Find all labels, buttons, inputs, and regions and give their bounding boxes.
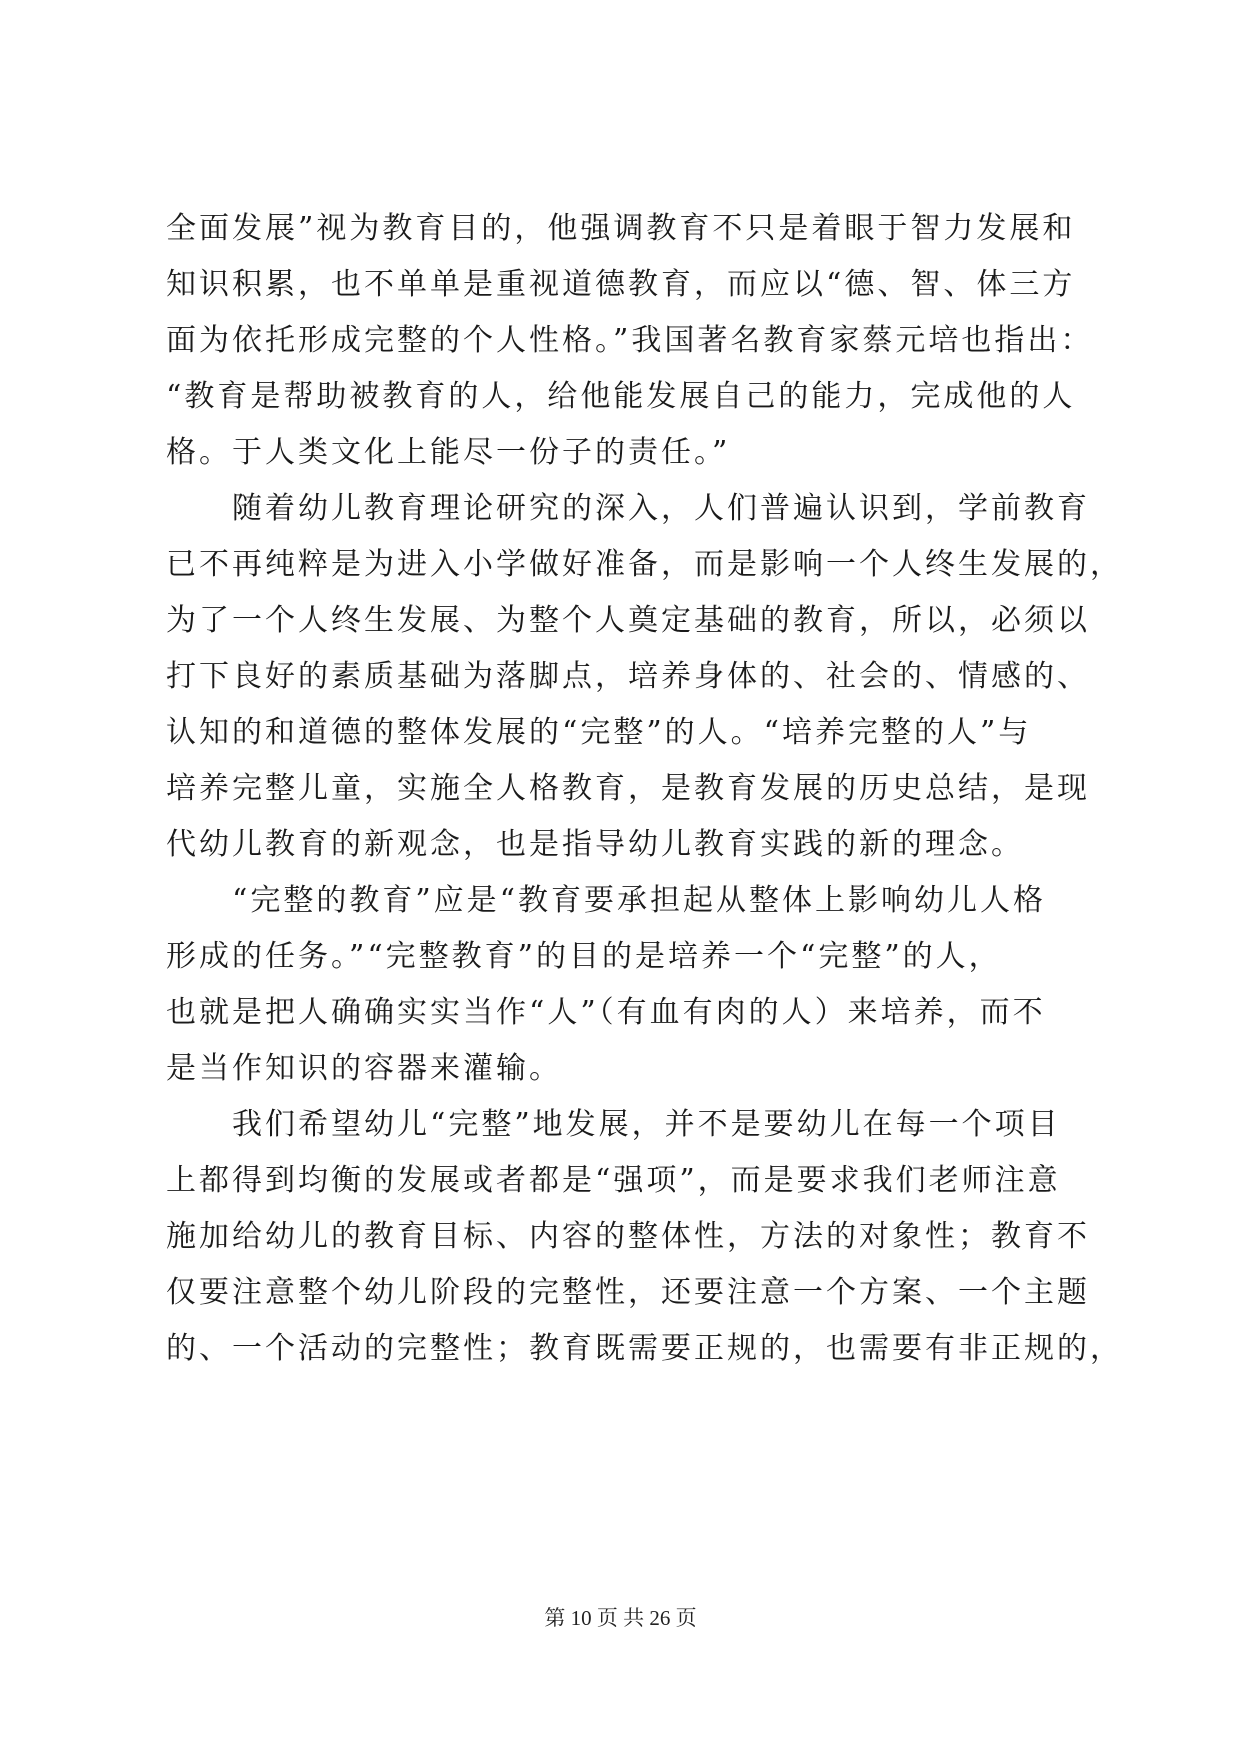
text-line: 施加给幼儿的教育目标、内容的整体性，方法的对象性；教育不	[166, 1219, 1090, 1254]
text-line: 代幼儿教育的新观念，也是指导幼儿教育实践的新的理念。	[166, 827, 1024, 862]
text-line: 随着幼儿教育理论研究的深入，人们普遍认识到，学前教育	[166, 491, 1090, 526]
text-line: 我们希望幼儿“完整”地发展，并不是要幼儿在每一个项目	[166, 1107, 1061, 1142]
text-line: “完整的教育”应是“教育要承担起从整体上影响幼儿人格	[166, 883, 1047, 918]
text-line: 格。于人类文化上能尽一份子的责任。”	[166, 435, 731, 470]
text-line: 面为依托形成完整的个人性格。”我国著名教育家蔡元培也指出：	[166, 323, 1094, 358]
text-line: 也就是把人确确实实当作“人”（有血有肉的人）来培养，而不	[166, 995, 1046, 1030]
page-number-footer: 第 10 页 共 26 页	[544, 1606, 697, 1630]
text-line: 培养完整儿童，实施全人格教育，是教育发展的历史总结，是现	[166, 771, 1090, 806]
text-line: 仅要注意整个幼儿阶段的完整性，还要注意一个方案、一个主题	[166, 1275, 1090, 1310]
text-line: 认知的和道德的整体发展的“完整”的人。“培养完整的人”与	[166, 715, 1032, 750]
text-line: 的、一个活动的完整性；教育既需要正规的，也需要有非正规的，	[166, 1331, 1123, 1366]
text-line: 是当作知识的容器来灌输。	[166, 1051, 562, 1086]
text-line: 为了一个人终生发展、为整个人奠定基础的教育，所以，必须以	[166, 603, 1090, 638]
text-line: 打下良好的素质基础为落脚点，培养身体的、社会的、情感的、	[166, 659, 1090, 694]
text-line: 上都得到均衡的发展或者都是“强项”，而是要求我们老师注意	[166, 1163, 1061, 1198]
text-line: 形成的任务。”“完整教育”的目的是培养一个“完整”的人，	[166, 939, 1002, 974]
text-line: 已不再纯粹是为进入小学做好准备，而是影响一个人终生发展的，	[166, 547, 1123, 582]
text-line: 知识积累，也不单单是重视道德教育，而应以“德、智、体三方	[166, 267, 1076, 302]
text-line: 全面发展”视为教育目的，他强调教育不只是着眼于智力发展和	[166, 211, 1076, 246]
text-line: “教育是帮助被教育的人，给他能发展自己的能力，完成他的人	[166, 379, 1076, 414]
